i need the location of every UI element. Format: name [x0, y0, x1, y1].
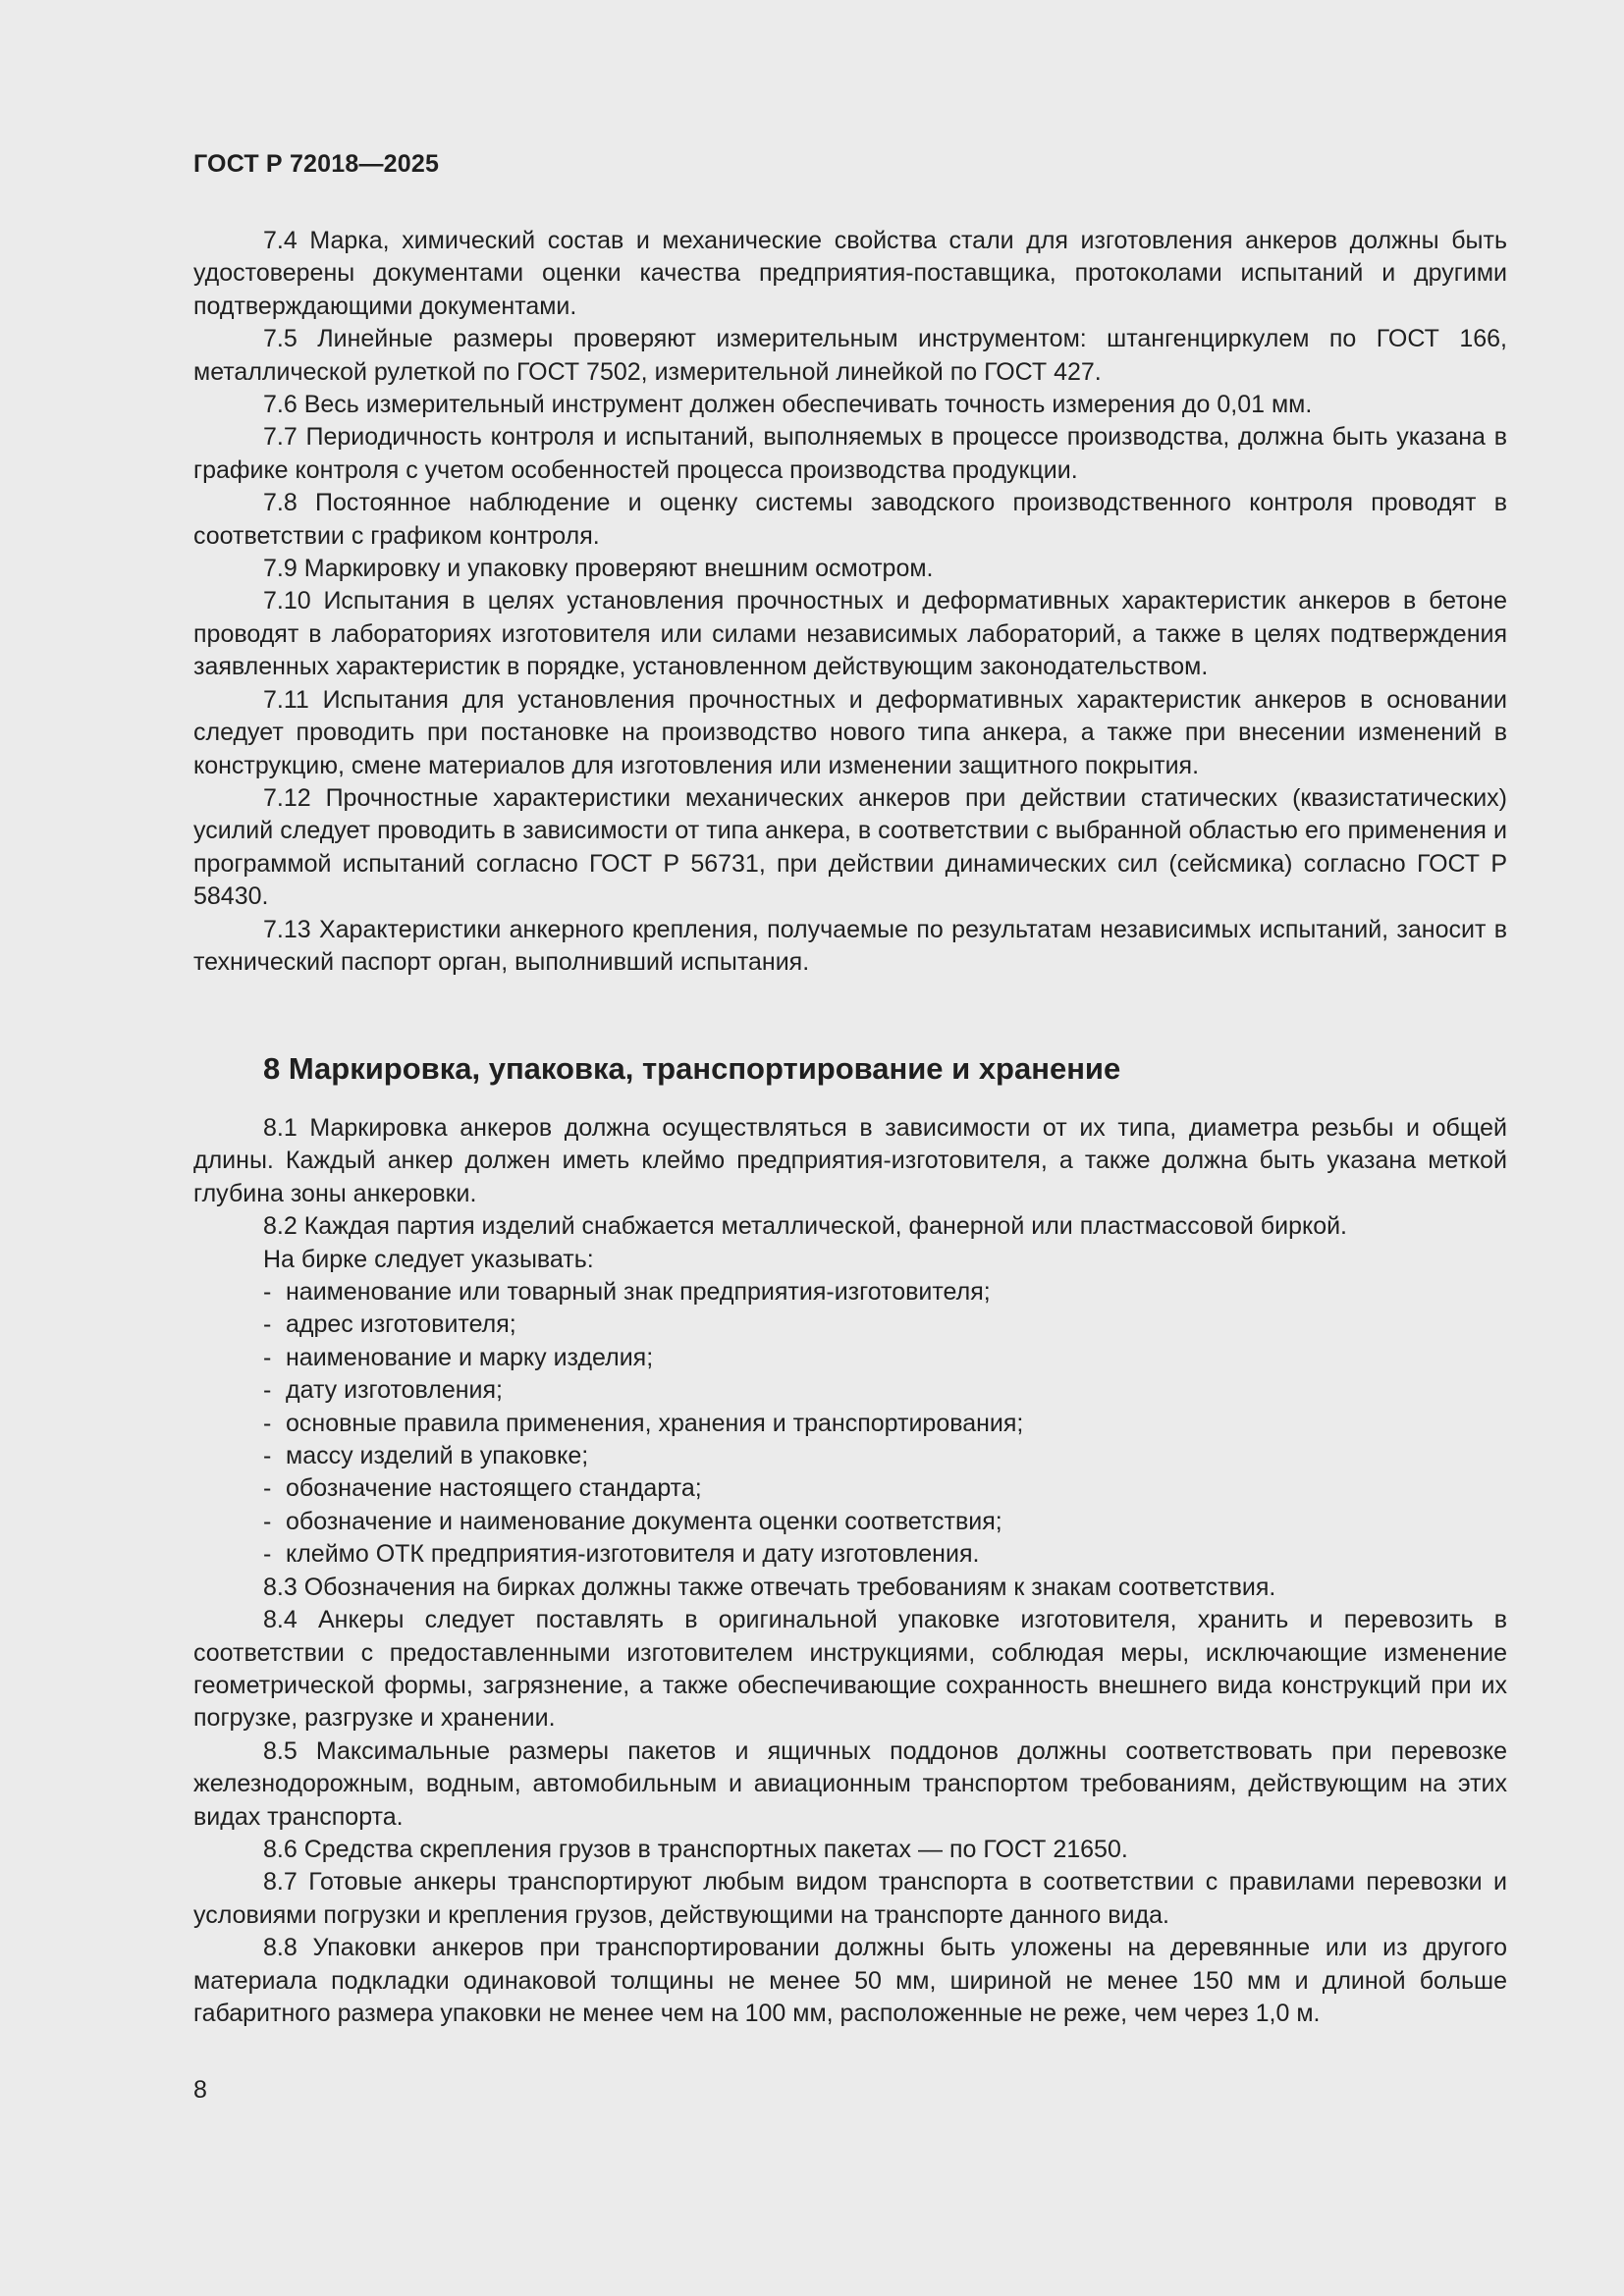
section-8-heading: 8 Маркировка, упаковка, транспортирование и хранение [263, 1051, 1121, 1086]
list-item [193, 1408, 1507, 1440]
list-item [193, 1440, 1507, 1472]
list-item [193, 1308, 1507, 1341]
list-item-text: адрес изготовителя; [286, 1310, 516, 1339]
list-dash: - [263, 1507, 272, 1535]
list-item-text: дату изготовления; [286, 1376, 503, 1405]
document-header: ГОСТ Р 72018—2025 [193, 150, 440, 178]
list-dash: - [263, 1474, 272, 1503]
clause-8-2: 8.2 Каждая партия изделий снабжается металлической, фанерной или пластмассовой биркой. [263, 1212, 1348, 1241]
list-dash: - [263, 1310, 272, 1339]
tag-intro: На бирке следует указывать: [263, 1245, 594, 1273]
clause-7-6: 7.6 Весь измерительный инструмент должен обеспечивать точность измерения до 0,01 мм. [263, 391, 1313, 419]
clause-8-7: 8.7 Готовые анкеры транспортируют любым видом транспорта в соответствии с правилами перевозки и условиями погрузки и крепления грузов, действующими на транспорте данного вида. [193, 1868, 1507, 1929]
clause-8-5: 8.5 Максимальные размеры пакетов и ящичных поддонов должны соответствовать при перевозке железнодорожным, водным, автомобильным и авиационным транспортом требованиям, действующим на этих видах транспорта. [193, 1736, 1507, 1831]
section-7-body [193, 225, 1507, 979]
section-8-body [193, 1112, 1507, 2030]
list-dash: - [263, 1278, 272, 1307]
clause-7-5: 7.5 Линейные размеры проверяют измерительным инструментом: штангенциркулем по ГОСТ 166, металлической рулеткой по ГОСТ 7502, измерительной линейкой по ГОСТ 427. [193, 325, 1507, 386]
list-item [193, 1538, 1507, 1571]
list-item-text: основные правила применения, хранения и транспортирования; [286, 1409, 1024, 1437]
clause-7-4: 7.4 Марка, химический состав и механические свойства стали для изготовления анкеров должны быть удостоверены документами оценки качества предприятия-поставщика, протоколами испытаний и другими подтверждающими документами. [193, 227, 1507, 320]
list-item [193, 1374, 1507, 1407]
list-item [193, 1342, 1507, 1374]
clause-8-1: 8.1 Маркировка анкеров должна осуществляться в зависимости от их типа, диаметра резьбы и общей длины. Каждый анкер должен иметь клеймо предприятия-изготовителя, а также должна быть указана меткой глубина зоны анкеровки. [193, 1114, 1507, 1207]
clause-7-9: 7.9 Маркировку и упаковку проверяют внешним осмотром. [263, 555, 934, 583]
list-item-text: обозначение и наименование документа оценки соответствия; [286, 1507, 1002, 1535]
list-dash: - [263, 1343, 272, 1371]
list-item [193, 1276, 1507, 1308]
list-item-text: наименование или товарный знак предприятия-изготовителя; [286, 1278, 991, 1307]
list-item-text: наименование и марку изделия; [286, 1343, 654, 1371]
clause-7-7: 7.7 Периодичность контроля и испытаний, выполняемых в процессе производства, должна быть указана в графике контроля с учетом особенностей процесса производства продукции. [193, 423, 1507, 484]
list-item-text: массу изделий в упаковке; [286, 1442, 589, 1470]
list-item-text: обозначение настоящего стандарта; [286, 1474, 702, 1503]
list-dash: - [263, 1540, 272, 1569]
page-number: 8 [193, 2076, 207, 2104]
list-item [193, 1472, 1507, 1505]
list-item-text: клеймо ОТК предприятия-изготовителя и дату изготовления. [286, 1540, 980, 1569]
clause-7-12: 7.12 Прочностные характеристики механических анкеров при действии статических (квазистатических) усилий следует проводить в зависимости от типа анкера, в соответствии с выбранной областью его применения и программой испытаний согласно ГОСТ Р 56731, при действии динамических сил (сейсмика) согласно ГОСТ Р 58430. [193, 783, 1507, 911]
list-dash: - [263, 1442, 272, 1470]
list-dash: - [263, 1376, 272, 1405]
clause-7-10: 7.10 Испытания в целях установления прочностных и деформативных характеристик анкеров в бетоне проводят в лабораториях изготовителя или силами независимых лабораторий, а также в целях подтверждения заявленных характеристик в порядке, установленном действующим законодательством. [193, 587, 1507, 681]
clause-8-8: 8.8 Упаковки анкеров при транспортировании должны быть уложены на деревянные или из другого материала подкладки одинаковой толщины не менее 50 мм, шириной не менее 150 мм и длиной больше габаритного размера упаковки не менее чем на 100 мм, расположенные не реже, чем через 1,0 м. [193, 1934, 1507, 2027]
clause-7-8: 7.8 Постоянное наблюдение и оценку системы заводского производственного контроля проводят в соответствии с графиком контроля. [193, 489, 1507, 550]
clause-8-6: 8.6 Средства скрепления грузов в транспортных пакетах — по ГОСТ 21650. [263, 1835, 1128, 1863]
list-dash: - [263, 1409, 272, 1437]
clause-8-3: 8.3 Обозначения на бирках должны также отвечать требованиям к знакам соответствия. [263, 1573, 1276, 1601]
clause-8-4: 8.4 Анкеры следует поставлять в оригинальной упаковке изготовителя, хранить и перевозить в соответствии с предоставленными изготовителем инструкциями, соблюдая меры, исключающие изменение геометрической формы, загрязнение, а также обеспечивающие сохранность внешнего вида конструкций при их погрузке, разгрузке и хранении. [193, 1606, 1507, 1733]
clause-7-13: 7.13 Характеристики анкерного крепления, получаемые по результатам независимых испытаний, заносит в технический паспорт орган, выполнивший испытания. [193, 915, 1507, 976]
clause-7-11: 7.11 Испытания для установления прочностных и деформативных характеристик анкеров в основании следует проводить при постановке на производство нового типа анкера, а также при внесении изменений в конструкцию, смене материалов для изготовления или изменении защитного покрытия. [193, 685, 1507, 779]
list-item [193, 1506, 1507, 1538]
